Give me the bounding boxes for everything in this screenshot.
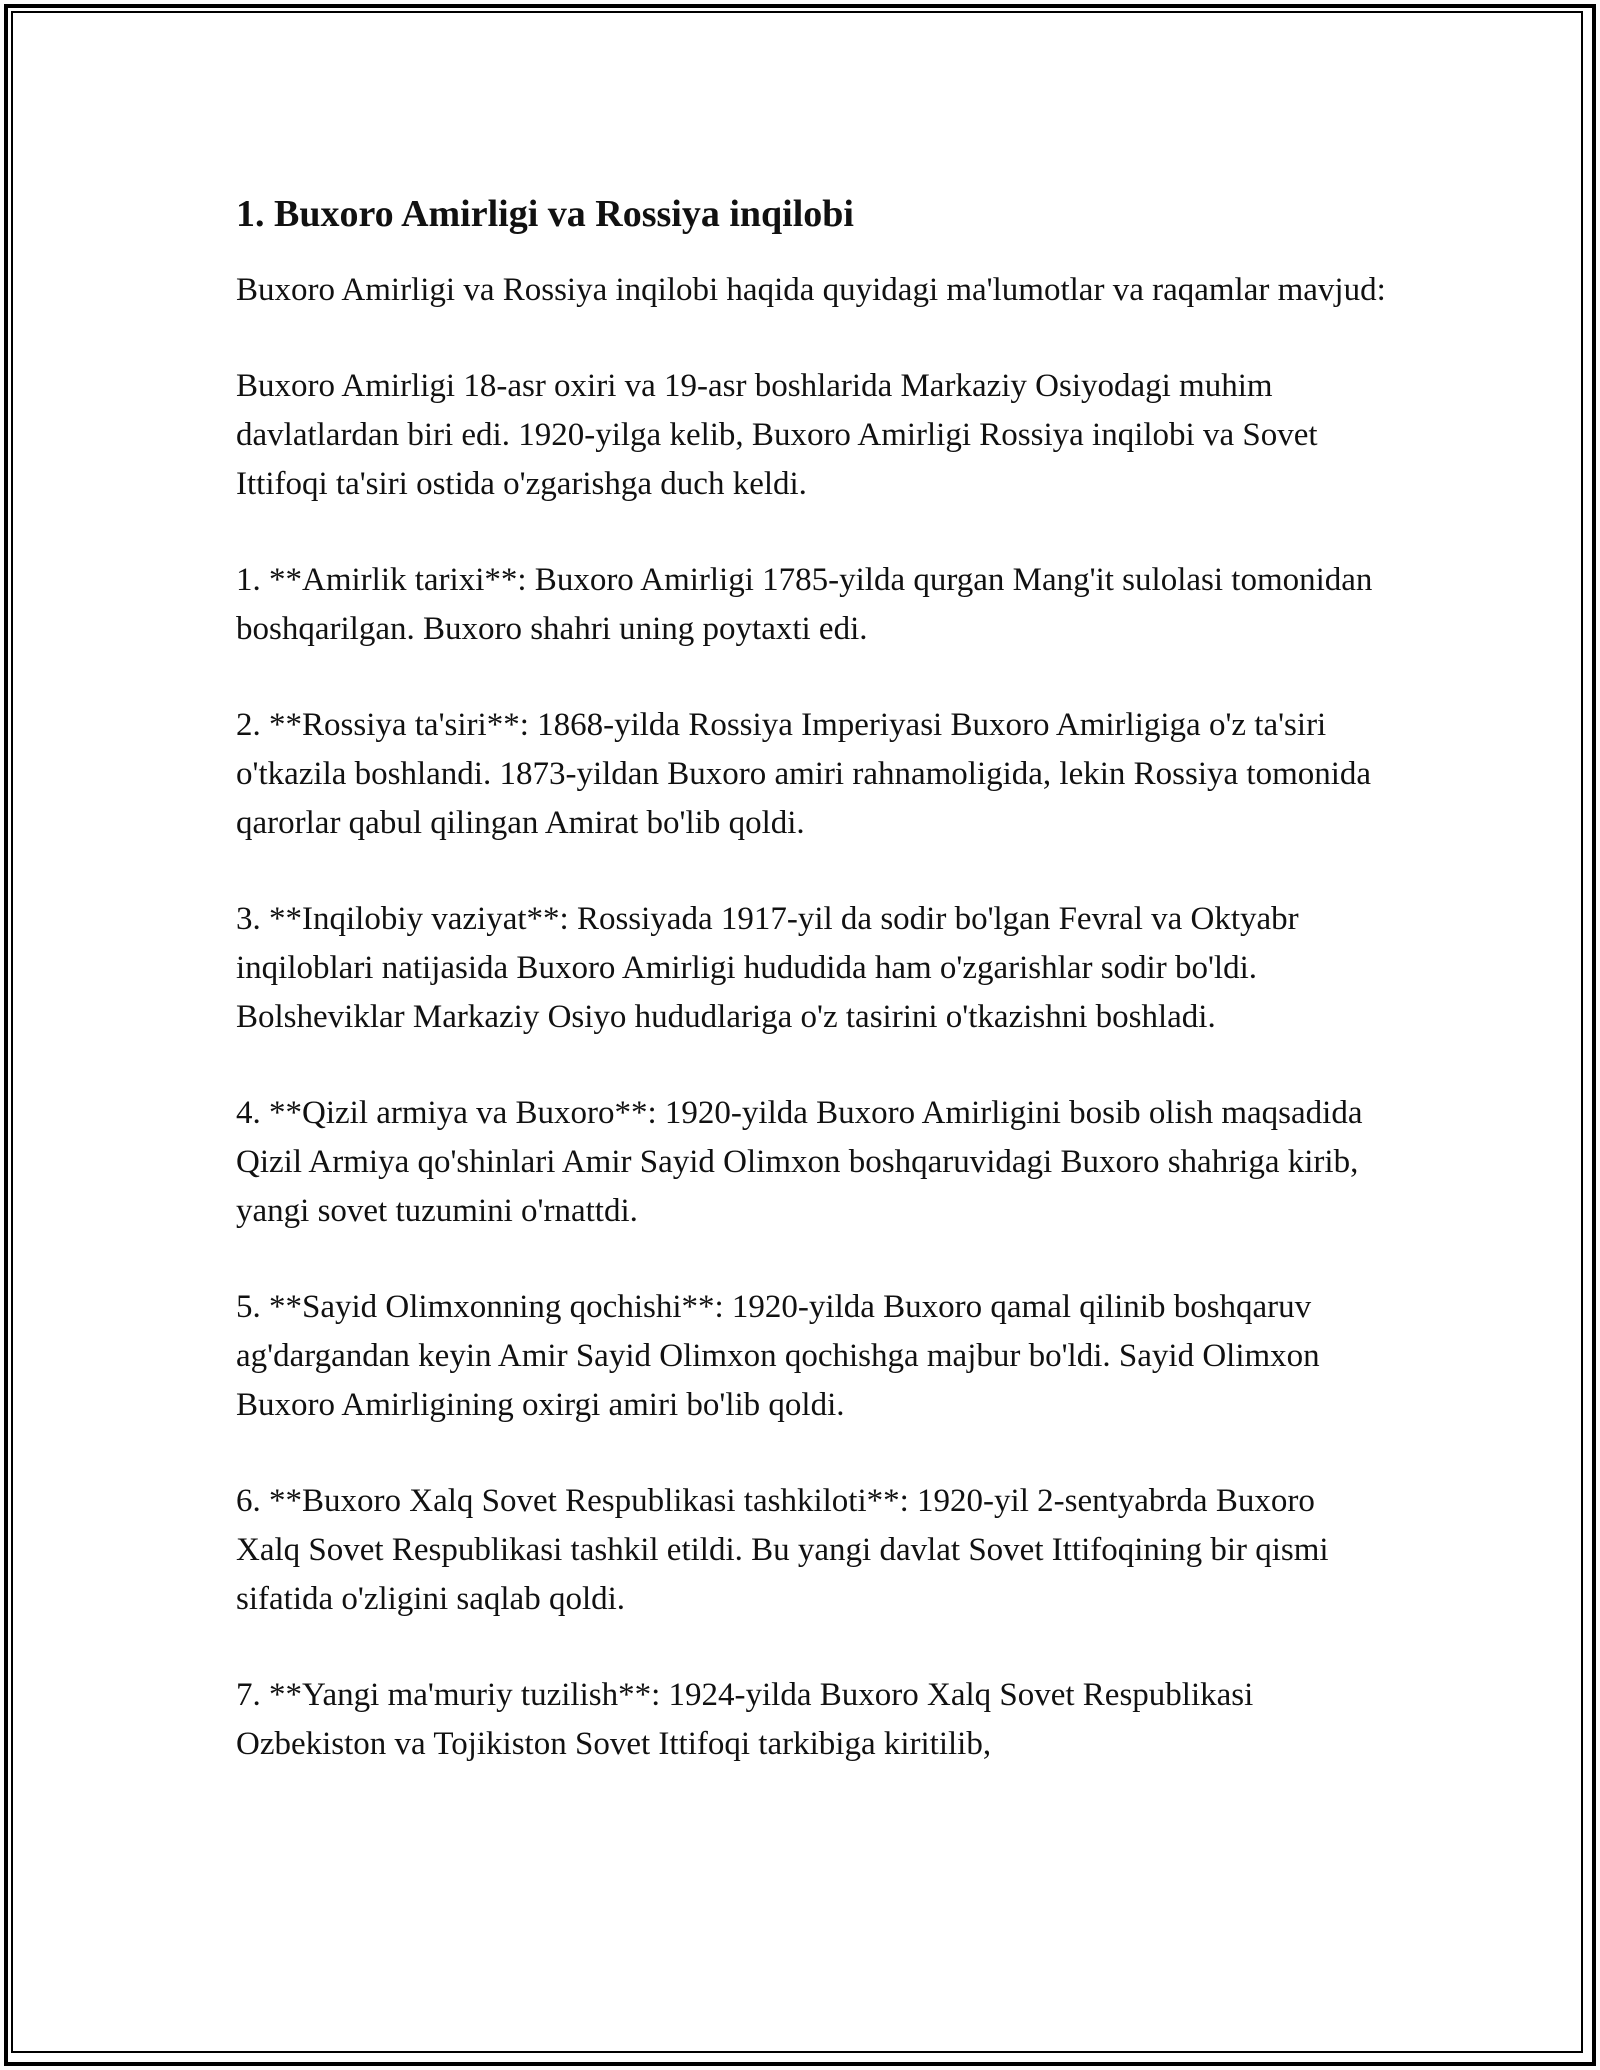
list-item-sayid-olimxon: 5. **Sayid Olimxonning qochishi**: 1920-yilda Buxoro qamal qilinib boshqaruv ag'dargandan keyin Amir Sayid Olimxon qochishga majbur bo'ldi. Sayid Olimxon Buxoro Amirligining oxirgi amiri bo'lib qoldi. — [236, 1289, 1320, 1423]
list-item-amirlik-tarixi: 1. **Amirlik tarixi**: Buxoro Amirligi 1785-yilda qurgan Mang'it sulolasi tomonidan boshqarilgan. Buxoro shahri uning poytaxti edi. — [236, 562, 1373, 647]
intro-paragraph: Buxoro Amirligi va Rossiya inqilobi haqida quyidagi ma'lumotlar va raqamlar mavjud: — [236, 272, 1386, 308]
list-item-rossiya-tasiri: 2. **Rossiya ta'siri**: 1868-yilda Rossiya Imperiyasi Buxoro Amirligiga o'z ta'siri o'tkazila boshlandi. 1873-yildan Buxoro amiri rahnamoligida, lekin Rossiya tomonida qarorlar qabul qilingan Amirat bo'lib qoldi. — [236, 707, 1372, 841]
document-body — [236, 186, 1386, 1816]
section-title: 1. Buxoro Amirligi va Rossiya inqilobi — [236, 193, 854, 235]
list-item-inqilobiy-vaziyat: 3. **Inqilobiy vaziyat**: Rossiyada 1917-yil da sodir bo'lgan Fevral va Oktyabr inqiloblari natijasida Buxoro Amirligi hududida ham o'zgarishlar sodir bo'ldi. Bolsheviklar Markaziy Osiyo hududlariga o'z tasirini o'tkazishni boshladi. — [236, 901, 1299, 1035]
list-item-bxsr: 6. **Buxoro Xalq Sovet Respublikasi tashkiloti**: 1920-yil 2-sentyabrda Buxoro Xalq Sovet Respublikasi tashkil etildi. Bu yangi davlat Sovet Ittifoqining bir qismi sifatida o'zligini saqlab qoldi. — [236, 1483, 1329, 1617]
list-item-mamuriy-tuzilish: 7. **Yangi ma'muriy tuzilish**: 1924-yilda Buxoro Xalq Sovet Respublikasi Ozbekiston va Tojikiston Sovet Ittifoqi tarkibiga kiritilib, — [236, 1677, 1254, 1762]
context-paragraph: Buxoro Amirligi 18-asr oxiri va 19-asr boshlarida Markaziy Osiyodagi muhim davlatlardan biri edi. 1920-yilga kelib, Buxoro Amirligi Rossiya inqilobi va Sovet Ittifoqi ta'siri ostida o'zgarishga duch keldi. — [236, 368, 1318, 502]
list-item-qizil-armiya: 4. **Qizil armiya va Buxoro**: 1920-yilda Buxoro Amirligini bosib olish maqsadida Qizil Armiya qo'shinlari Amir Sayid Olimxon boshqaruvidagi Buxoro shahriga kirib, yangi sovet tuzumini o'rnattdi. — [236, 1095, 1363, 1229]
